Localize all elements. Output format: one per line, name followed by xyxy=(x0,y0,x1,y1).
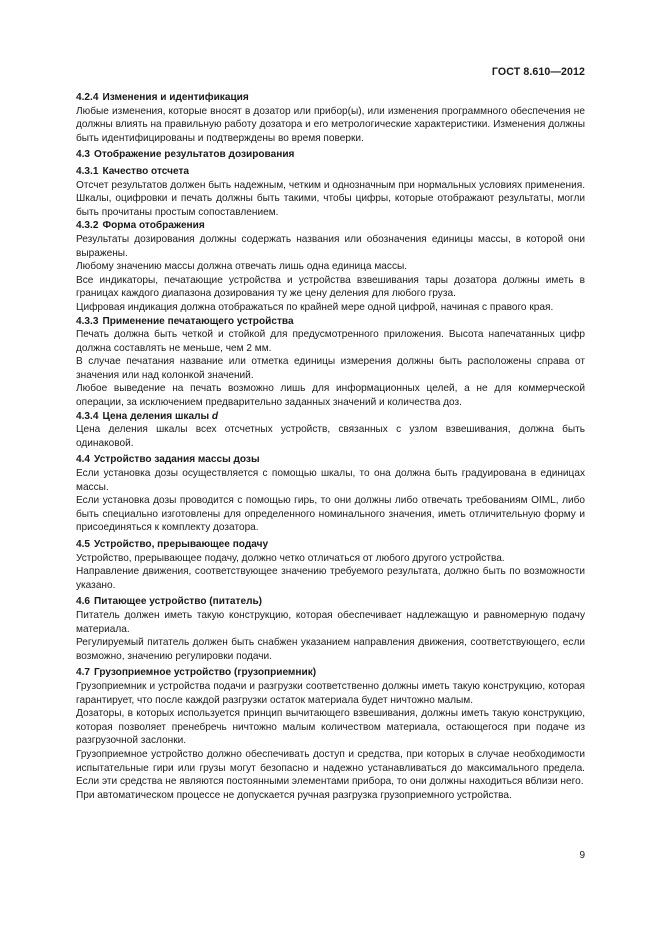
section-number: 4.3.3 xyxy=(76,315,99,327)
section-title: Качество отсчета xyxy=(102,165,190,177)
paragraph: Результаты дозирования должны содержать названия или обозначения единицы массы, в которой они выражены. xyxy=(76,233,585,259)
section-title: Грузоприемное устройство (грузоприемник) xyxy=(94,667,317,679)
section-title-symbol: d xyxy=(211,410,219,422)
paragraph: Отсчет результатов должен быть надежным, четким и однозначным при нормальных условиях применения. Шкалы, оцифровки и печать должны быть такими, чтобы цифры, которые отображают результаты, могли быть прочитаны простым сопоставлением. xyxy=(76,179,585,218)
section-number: 4.6 xyxy=(76,596,91,608)
section-heading xyxy=(76,148,585,162)
section-title: Применение печатающего устройства xyxy=(102,315,294,327)
section-title: Изменения и идентификация xyxy=(102,92,249,103)
paragraph: Направление движения, соответствующее значению требуемого результата, должно быть по возможности указано. xyxy=(76,566,585,591)
paragraph: Печать должна быть четкой и стойкой для предусмотренного приложения. Высота напечатанных цифр должна составлять не меньше, чем 2 мм. xyxy=(76,329,585,354)
paragraph: Любое выведение на печать возможно лишь для информационных целей, а не для коммерческой операции, за исключением предварительно заданных значений и количества доз. xyxy=(76,383,585,409)
paragraph: Если установка дозы проводится с помощью гирь, то они должны либо отвечать требованиям OIML, либо быть специально изготовлены для определенного номинального значения, иметь отличительную форму и присоединяться к комплекту дозатора. xyxy=(76,495,585,534)
section-title: Цена деления шкалы xyxy=(102,410,210,422)
paragraph: Грузоприемник и устройства подачи и разгрузки соответственно должны иметь такую конструкцию, которая гарантирует, что после каждой разгрузки остаток материала будет ничтожно малым. xyxy=(76,680,585,706)
page-number: 9 xyxy=(579,850,585,861)
section-heading xyxy=(76,538,585,552)
section-number: 4.3.4 xyxy=(76,410,99,422)
section-number: 4.4 xyxy=(76,454,91,466)
paragraph: Дозаторы, в которых используется принцип вычитающего взвешивания, должны иметь такую конструкцию, которая позволяет пренебречь ничтожно малым количеством материала, остающегося при подаче из разгрузочной заслонки. xyxy=(76,708,585,747)
section-number: 4.2.4 xyxy=(76,92,99,103)
paragraph: Цена деления шкалы всех отсчетных устройств, связанных с узлом взвешивания, должна быть одинаковой. xyxy=(76,424,585,449)
section-number: 4.7 xyxy=(76,667,91,679)
section-number: 4.3.1 xyxy=(76,165,99,177)
section-title: Устройство, прерывающее подачу xyxy=(94,539,269,550)
section-title: Устройство задания массы дозы xyxy=(94,454,260,466)
section-number: 4.5 xyxy=(76,539,91,550)
section-heading xyxy=(76,315,585,329)
paragraph: Устройство, прерывающее подачу, должно четко отличаться от любого другого устройства. xyxy=(76,552,505,564)
section-title: Питающее устройство (питатель) xyxy=(94,596,263,608)
section-title: Форма отображения xyxy=(102,220,205,232)
paragraph: Регулируемый питатель должен быть снабжен указанием направления движения, соответствующего, если возможно, значению регулировки подачи. xyxy=(76,637,585,662)
paragraph: При автоматическом процессе не допускается ручная разгрузка грузоприемного устройства. xyxy=(76,789,512,801)
paragraph: Цифровая индикация должна отображаться по крайней мере одной цифрой, начиная с правого края. xyxy=(76,301,554,313)
section-heading xyxy=(76,666,585,680)
document-id: ГОСТ 8.610—2012 xyxy=(491,66,585,78)
section-number: 4.3 xyxy=(76,149,91,161)
paragraph: В случае печатания название или отметка единицы измерения должны быть расположены справа от значения или над колонкой значений. xyxy=(76,356,585,381)
paragraph: Если установка дозы осуществляется с помощью шкалы, то она должна быть градуирована в единицах массы. xyxy=(76,468,585,493)
section-heading xyxy=(76,219,585,233)
section-heading xyxy=(76,410,585,424)
document-body xyxy=(76,91,585,802)
paragraph: Питатель должен иметь такую конструкцию, которая обеспечивает надлежащую и равномерную подачу материала. xyxy=(76,609,585,635)
paragraph: Любые изменения, которые вносят в дозатор или прибор(ы), или изменения программного обеспечения не должны влиять на правильную работу дозатора и его метрологические характеристики. Изменения должны быть идентифицированы и подтверждены во время поверки. xyxy=(76,105,585,144)
section-number: 4.3.2 xyxy=(76,220,99,232)
section-heading xyxy=(76,595,585,609)
paragraph: Все индикаторы, печатающие устройства и устройства взвешивания тары дозатора должны иметь в границах каждого диапазона дозирования ту же цену деления для любого груза. xyxy=(76,274,585,300)
paragraph: Грузоприемное устройство должно обеспечивать доступ и средства, при которых в случае необходимости испытательные гири или грузы могут безопасно и надежно устанавливаться до максимального предела. Если эти средства не являются постоянными элементами прибора, то они должны находиться вблизи него. xyxy=(76,748,585,788)
section-heading xyxy=(76,453,585,467)
section-heading xyxy=(76,165,585,179)
paragraph: Любому значению массы должна отвечать лишь одна единица массы. xyxy=(76,261,408,273)
section-title: Отображение результатов дозирования xyxy=(94,149,295,161)
section-heading xyxy=(76,91,585,105)
